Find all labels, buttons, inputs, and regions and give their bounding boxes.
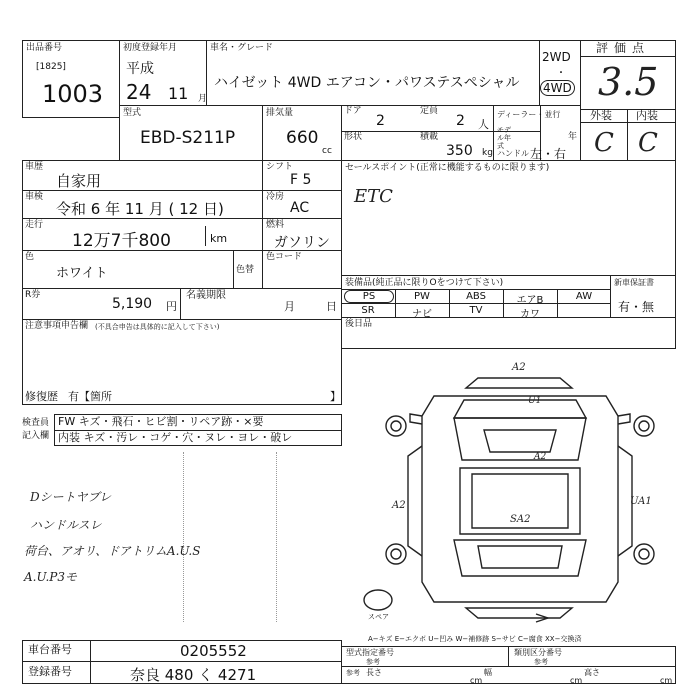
displacement-label: 排気量 bbox=[266, 108, 294, 118]
plate-label: 登録番号 bbox=[28, 665, 72, 678]
color-label: 色 bbox=[25, 252, 35, 262]
first-reg-label: 初度登録年月 bbox=[123, 43, 178, 53]
handwritten-note-2: ハンドルスレ bbox=[30, 518, 102, 532]
handle-label: ハンドル bbox=[497, 149, 529, 158]
person-unit: 人 bbox=[478, 118, 489, 131]
lot-label: 出品番号 bbox=[26, 43, 63, 53]
interior-label: 内装 bbox=[636, 109, 658, 122]
lot-sub: [1825] bbox=[36, 62, 66, 72]
class-label: 類別区分番号 bbox=[514, 648, 562, 657]
model-year-label: モデル年式 bbox=[497, 126, 511, 150]
capacity-label: 定員 bbox=[420, 106, 439, 116]
recycle-value: 5,190 bbox=[112, 296, 153, 312]
exterior-label: 外装 bbox=[590, 109, 612, 122]
color-value: ホワイト bbox=[56, 266, 108, 281]
mark-right: UA1 bbox=[630, 496, 652, 507]
mark-top: A2 bbox=[512, 362, 526, 373]
class-ref: 参考 bbox=[534, 658, 548, 666]
exterior-grade: C bbox=[594, 128, 614, 158]
inspector-row1: FW キズ・飛石・ヒビ割・リペア跡・×要 bbox=[58, 415, 264, 428]
plate-value: 奈良 480 く 4271 bbox=[130, 666, 257, 684]
door-value: 2 bbox=[376, 113, 385, 129]
shaken-label: 車検 bbox=[25, 192, 44, 202]
month-unit: 月 bbox=[198, 94, 208, 104]
equipment-label: 装備品 bbox=[345, 278, 373, 288]
model-value: EBD-S211P bbox=[140, 128, 236, 148]
displacement-value: 660 bbox=[286, 128, 319, 148]
shaken-value: 令和 6 年 11 月 ( 12 日) bbox=[56, 200, 224, 218]
length-label: 長さ bbox=[366, 668, 382, 677]
handwritten-note-3: 荷台、アオリ、ドアトリムA.U.S bbox=[24, 544, 201, 558]
shift-label: シフト bbox=[266, 162, 294, 172]
inspector-label-2: 記入欄 bbox=[22, 431, 50, 441]
era: 平成 bbox=[126, 61, 154, 77]
cc-unit: cc bbox=[322, 146, 332, 156]
type-value: 自家用 bbox=[56, 172, 102, 190]
equip-abs: ABS bbox=[466, 291, 486, 302]
mark-cab: A2 bbox=[534, 452, 547, 462]
mark-top-u1: U1 bbox=[528, 396, 542, 406]
type-designation-label: 型式指定番号 bbox=[346, 648, 394, 657]
after-label: 後日品 bbox=[345, 319, 373, 329]
drive-4wd: 4WD bbox=[540, 80, 575, 96]
handwritten-note-4: A.U.P3モ bbox=[24, 570, 78, 584]
equipment-sub: (純正品に限りOをつけて下さい) bbox=[372, 278, 504, 288]
mark-left: A2 bbox=[392, 500, 406, 511]
repair-value: 有【箇所 bbox=[68, 390, 112, 403]
inspector-label-1: 検査員 bbox=[22, 418, 50, 428]
equip-navi: ナビ bbox=[412, 309, 432, 320]
equip-tv: TV bbox=[469, 305, 483, 316]
sales-point-value: ETC bbox=[354, 186, 393, 207]
reg-year: 24 bbox=[126, 80, 152, 104]
chassis-label: 車台番号 bbox=[28, 643, 72, 656]
mark-bed: SA2 bbox=[510, 514, 531, 525]
interior-grade: C bbox=[638, 128, 658, 158]
sales-point-box bbox=[341, 160, 676, 276]
cancel-label: 名義期限 bbox=[186, 290, 226, 301]
type-label: 車歴 bbox=[25, 162, 44, 172]
color-code-label: 色コード bbox=[266, 252, 303, 262]
warranty-label: 新車保証書 bbox=[614, 278, 654, 287]
equip-aw: AW bbox=[575, 291, 593, 302]
cancel-month: 月 bbox=[284, 300, 295, 313]
type-designation-ref: 参考 bbox=[366, 658, 380, 666]
car-name: ハイゼット 4WD エアコン・パワステスペシャル bbox=[214, 75, 520, 91]
capacity-value: 2 bbox=[456, 113, 465, 129]
km-unit: km bbox=[210, 232, 228, 245]
drive-dot: ・ bbox=[556, 68, 566, 79]
repair-label: 修復歴 bbox=[25, 390, 58, 403]
height-label: 高さ bbox=[584, 668, 600, 677]
chassis-value: 0205552 bbox=[180, 642, 247, 660]
sales-point-label: セールスポイント(正常に機能するものに限ります) bbox=[345, 163, 550, 173]
shape-label: 形状 bbox=[344, 132, 363, 142]
name-label: 車名・グレード bbox=[210, 43, 274, 53]
handwritten-note-1: Dシートヤブレ bbox=[30, 490, 112, 504]
door-label: ドア bbox=[344, 106, 362, 116]
width-cm: cm bbox=[570, 676, 583, 685]
mileage-value: 12万7千800 bbox=[72, 231, 171, 251]
car-damage-diagram bbox=[360, 356, 680, 626]
load-label: 積載 bbox=[420, 132, 439, 142]
repair-close: 】 bbox=[330, 390, 341, 403]
size-ref: 参考 bbox=[346, 669, 360, 677]
ac-value: AC bbox=[290, 200, 310, 216]
equip-leather: カワ bbox=[520, 309, 540, 320]
fuel-label: 燃料 bbox=[266, 220, 285, 230]
handle-value: 左・右 bbox=[530, 147, 567, 161]
model-label: 型式 bbox=[123, 108, 142, 118]
length-cm: cm bbox=[470, 676, 483, 685]
ac-label: 冷房 bbox=[266, 192, 285, 202]
recycle-label: R券 bbox=[25, 290, 41, 300]
score-label: 評価点 bbox=[596, 41, 651, 55]
load-value: 350 bbox=[446, 143, 473, 159]
reg-month: 11 bbox=[168, 84, 189, 103]
damage-legend: A−キズ E−エクボ U−凹み W−補修跡 S−サビ C−腐食 XX−交換済 bbox=[368, 635, 582, 643]
drive-2wd: 2WD bbox=[542, 50, 571, 64]
notes-label: 注意事項申告欄 bbox=[25, 321, 89, 331]
spare-label: スペア bbox=[368, 613, 389, 621]
color-change-label: 色替 bbox=[236, 265, 255, 275]
warranty-value: 有・無 bbox=[618, 300, 655, 314]
shift-value: F 5 bbox=[290, 172, 312, 188]
cancel-day: 日 bbox=[326, 300, 337, 313]
year-unit: 年 bbox=[568, 132, 578, 142]
score-value: 3.5 bbox=[598, 60, 659, 104]
equip-airbag: エアB bbox=[516, 295, 544, 306]
lot-number: 1003 bbox=[42, 80, 104, 108]
kg-unit: kg bbox=[482, 148, 493, 158]
dealer-label: ディーラー・並行 bbox=[497, 110, 561, 119]
yen-unit: 円 bbox=[166, 300, 177, 313]
notes-sub: (不具合申告は具体的に記入して下さい) bbox=[95, 323, 220, 331]
equip-sr: SR bbox=[361, 305, 375, 316]
equip-ps: PS bbox=[344, 290, 394, 303]
mileage-label: 走行 bbox=[25, 220, 44, 230]
height-cm: cm bbox=[660, 676, 673, 685]
fuel-value: ガソリン bbox=[274, 235, 330, 251]
width-label: 幅 bbox=[484, 668, 492, 677]
equip-pw: PW bbox=[414, 291, 430, 302]
inspector-row2: 内装 キズ・汚レ・コゲ・穴・ヌレ・ヨレ・破レ bbox=[58, 431, 293, 444]
